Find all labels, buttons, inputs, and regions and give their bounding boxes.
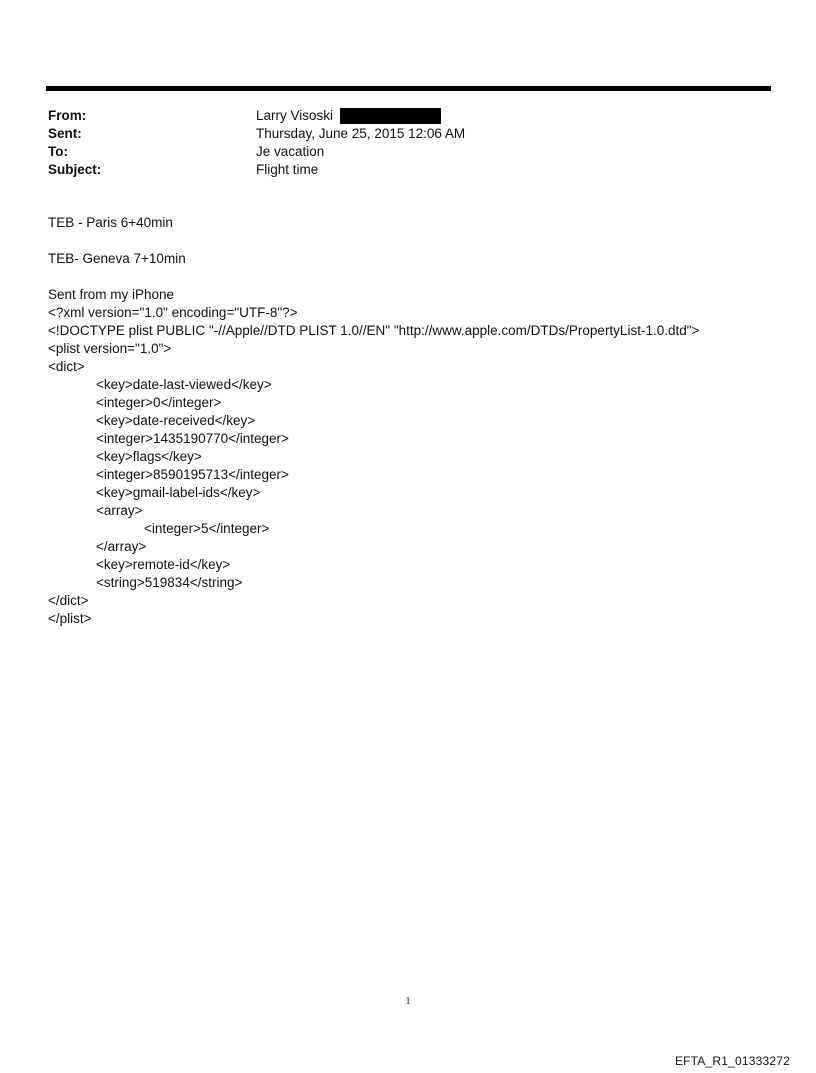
sent-label: Sent: (48, 126, 82, 141)
plist-line: <?xml version="1.0" encoding="UTF-8"?> (48, 305, 298, 320)
body-line: TEB - Paris 6+40min (48, 215, 173, 230)
plist-line: </array> (96, 539, 147, 554)
subject-value: Flight time (256, 162, 319, 177)
plist-line: </dict> (48, 593, 89, 608)
redaction-block (340, 108, 441, 124)
plist-line: <integer>8590195713</integer> (96, 467, 289, 482)
header-rule (46, 86, 771, 91)
plist-line: <!DOCTYPE plist PUBLIC "-//Apple//DTD PLIST 1.0//EN" "http://www.apple.com/DTDs/PropertyList-1.0.dtd"> (48, 323, 700, 338)
email-body (48, 214, 699, 628)
from-value-wrap (256, 107, 441, 125)
plist-line: <key>date-received</key> (96, 413, 256, 428)
from-row (48, 107, 465, 125)
sent-row (48, 125, 465, 143)
plist-line: <integer>0</integer> (96, 395, 222, 410)
plist-line: </plist> (48, 611, 92, 626)
plist-line: <key>remote-id</key> (96, 557, 231, 572)
to-label: To: (48, 144, 68, 159)
email-header (48, 107, 465, 179)
subject-label: Subject: (48, 162, 102, 177)
plist-line: <plist version="1.0"> (48, 341, 172, 356)
plist-line: <integer>1435190770</integer> (96, 431, 289, 446)
plist-line: <dict> (48, 359, 85, 374)
from-label: From: (48, 108, 87, 123)
body-line: TEB- Geneva 7+10min (48, 251, 186, 266)
plist-line: <key>flags</key> (96, 449, 202, 464)
plist-line: <array> (96, 503, 143, 518)
page-number: 1 (405, 996, 411, 1007)
document-id: EFTA_R1_01333272 (674, 1054, 790, 1068)
subject-row (48, 161, 465, 179)
to-row (48, 143, 465, 161)
signature-line: Sent from my iPhone (48, 287, 175, 302)
plist-line: <integer>5</integer> (144, 521, 270, 536)
plist-line: <key>gmail-label-ids</key> (96, 485, 261, 500)
plist-line: <string>519834</string> (96, 575, 243, 590)
sent-value: Thursday, June 25, 2015 12:06 AM (256, 126, 466, 141)
from-value: Larry Visoski (256, 108, 334, 123)
to-value: Je vacation (256, 144, 325, 159)
plist-line: <key>date-last-viewed</key> (96, 377, 272, 392)
